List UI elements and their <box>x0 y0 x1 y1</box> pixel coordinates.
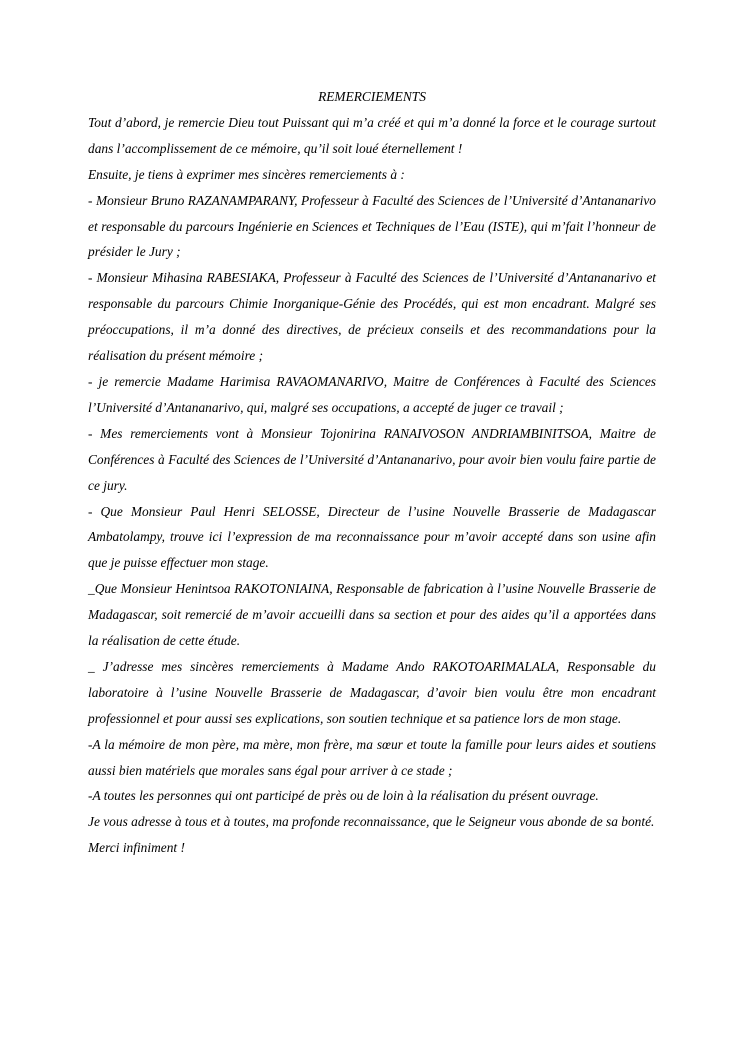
paragraph-everyone: -A toutes les personnes qui ont participé de près ou de loin à la réalisation du présent ouvrage. <box>88 788 599 804</box>
paragraph-thanks-lead: Ensuite, je tiens à exprimer mes sincères remerciements à : <box>88 166 405 182</box>
paragraph-jury-member: - Mes remerciements vont à Monsieur Tojonirina RANAIVOSON ANDRIAMBINITSOA, Maitre de Conférences à Faculté des Sciences de l’Université d’Antananarivo, pour avoir bien voulu faire partie de ce jury. <box>88 425 656 493</box>
paragraph-supervisor: - Monsieur Mihasina RABESIAKA, Professeur à Faculté des Sciences de l’Université d’Antananarivo et responsable du parcours Chimie Inorganique-Génie des Procédés, qui est mon encadrant. Malgré ses préoccupations, il m’a donné des directives, de précieux conseils et des recommandations pour la réalisation du présent mémoire ; <box>88 270 656 364</box>
paragraph-family: -A la mémoire de mon père, ma mère, mon frère, ma sœur et toute la famille pour leurs aides et soutiens aussi bien matériels que morales sans égal pour arriver à ce stade ; <box>88 736 656 778</box>
paragraph-production-manager: _Que Monsieur Henintsoa RAKOTONIAINA, Responsable de fabrication à l’usine Nouvelle Brasserie de Madagascar, soit remercié de m’avoir accueilli dans sa section et pour des aides qu’il a apportées dans la réalisation de cette étude. <box>88 581 656 649</box>
paragraph-examiner: - je remercie Madame Harimisa RAVAOMANARIVO, Maitre de Conférences à Faculté des Sciences l’Université d’Antananarivo, qui, malgré ses occupations, a accepté de juger ce travail ; <box>88 373 656 415</box>
paragraph-factory-director: - Que Monsieur Paul Henri SELOSSE, Directeur de l’usine Nouvelle Brasserie de Madagascar Ambatolampy, trouve ici l’expression de ma reconnaissance pour m’avoir accepté dans son usine afin que je puisse effectuer mon stage. <box>88 503 656 571</box>
page-title: REMERCIEMENTS <box>318 89 426 104</box>
paragraph-lab-manager: _ J’adresse mes sincères remerciements à Madame Ando RAKOTOARIMALALA, Responsable du laboratoire à l’usine Nouvelle Brasserie de Madagascar, d’avoir bien voulu être mon encadrant professionnel et pour aussi ses explications, son soutien technique et sa patience lors de mon stage. <box>88 658 656 726</box>
paragraph-gratitude: Je vous adresse à tous et à toutes, ma profonde reconnaissance, que le Seigneur vous abonde de sa bonté. <box>88 814 655 830</box>
document-body <box>88 84 656 861</box>
paragraph-intro: Tout d’abord, je remercie Dieu tout Puissant qui m’a créé et qui m’a donné la force et le courage surtout dans l’accomplissement de ce mémoire, qu’il soit loué éternellement ! <box>88 114 656 156</box>
paragraph-jury-president: - Monsieur Bruno RAZANAMPARANY, Professeur à Faculté des Sciences de l’Université d’Antananarivo et responsable du parcours Ingénierie en Sciences et Techniques de l’Eau (ISTE), qui m’fait l’honneur de présider le Jury ; <box>88 192 656 260</box>
paragraph-closing: Merci infiniment ! <box>88 840 185 856</box>
